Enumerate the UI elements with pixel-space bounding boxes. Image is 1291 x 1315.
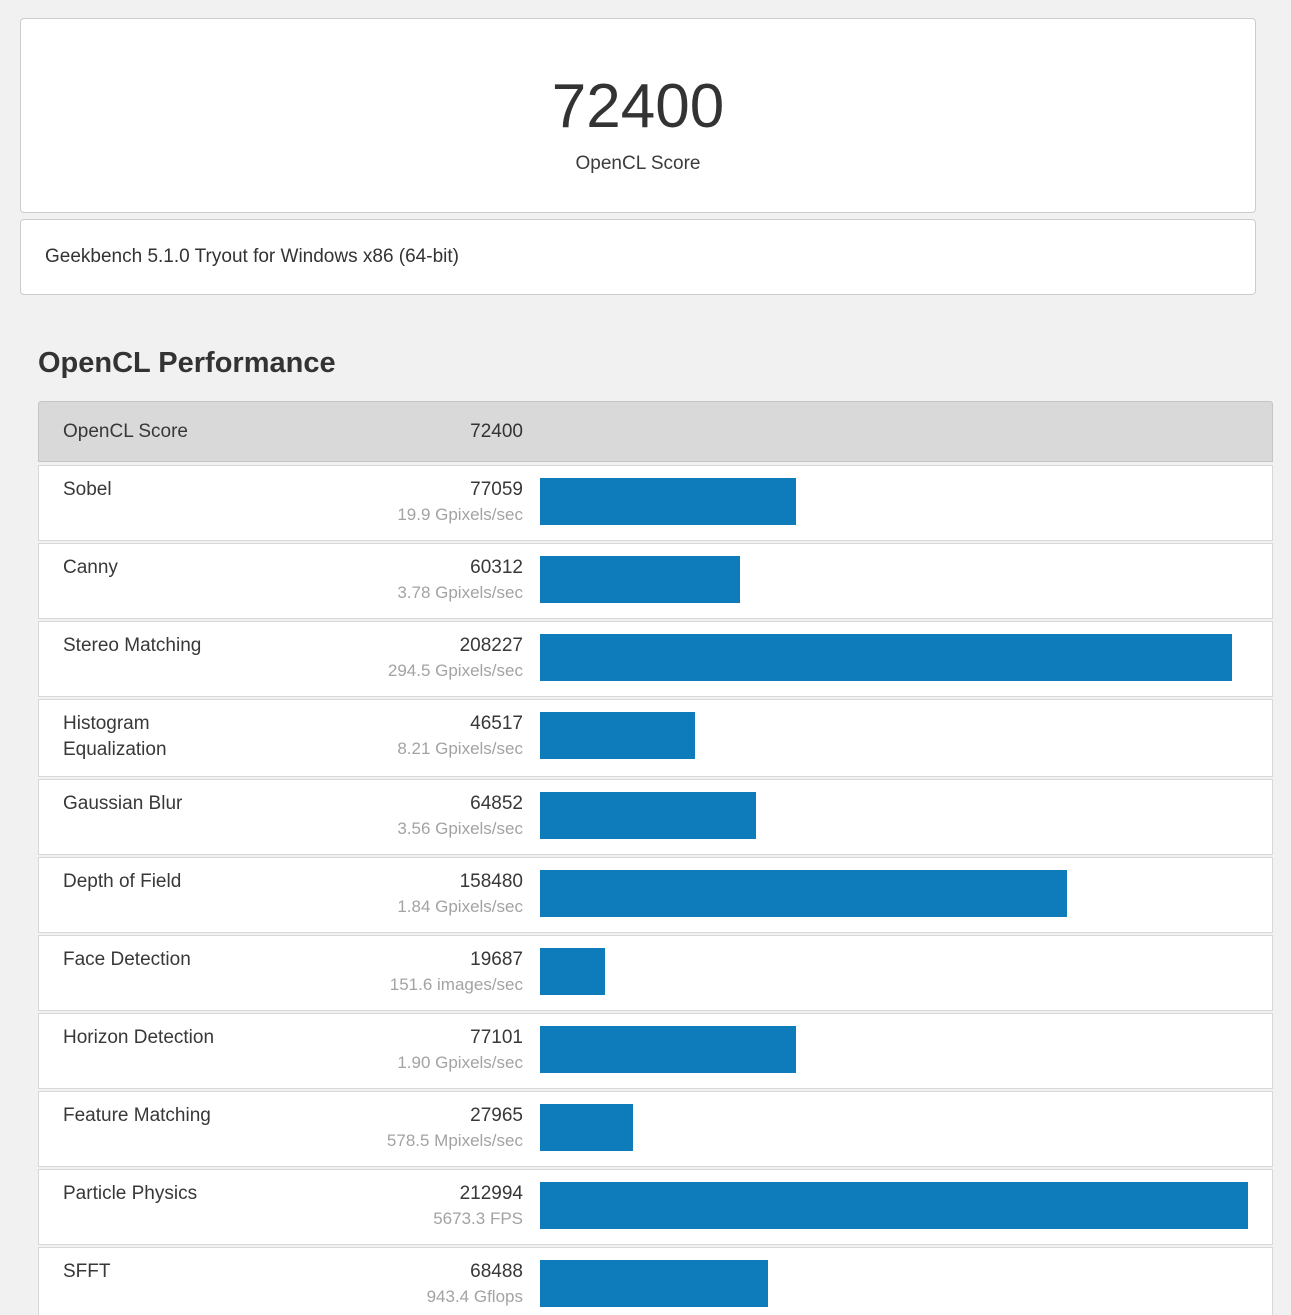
benchmark-score: 68488 — [470, 1261, 523, 1282]
score-bar-track — [540, 947, 1248, 995]
table-row — [38, 779, 1273, 855]
table-header-row — [38, 401, 1273, 462]
table-row — [38, 543, 1273, 619]
score-cell — [233, 633, 523, 683]
benchmark-rate: 294.5 Gpixels/sec — [387, 661, 523, 680]
score-bar — [540, 634, 1232, 681]
benchmark-name: Depth of Field — [63, 871, 182, 892]
score-bar — [540, 870, 1067, 917]
score-cell — [233, 1259, 523, 1309]
table-row — [38, 1013, 1273, 1089]
benchmark-rate: 943.4 Gflops — [426, 1287, 523, 1306]
benchmark-rate: 3.78 Gpixels/sec — [397, 583, 523, 602]
overall-score-label: OpenCL Score — [575, 153, 701, 174]
page — [0, 0, 1291, 295]
score-cell — [233, 555, 523, 605]
score-bar-track — [540, 633, 1248, 681]
score-bar-track — [540, 869, 1248, 917]
benchmark-score: 27965 — [470, 1105, 523, 1126]
table-row — [38, 699, 1273, 777]
table-header-score: 72400 — [470, 420, 523, 442]
score-cell — [233, 711, 523, 761]
score-bar-track — [540, 555, 1248, 603]
score-bar-track — [540, 1181, 1248, 1229]
benchmark-rate: 5673.3 FPS — [433, 1209, 523, 1228]
system-info-text: Geekbench 5.1.0 Tryout for Windows x86 (64-bit) — [45, 246, 459, 267]
benchmark-name: Canny — [63, 557, 118, 578]
system-info-card — [20, 219, 1256, 295]
benchmark-score: 19687 — [470, 949, 523, 970]
table-row — [38, 1169, 1273, 1245]
benchmark-score: 46517 — [470, 713, 523, 734]
overall-score: 72400 — [551, 72, 725, 141]
table-row — [38, 1091, 1273, 1167]
score-bar — [540, 556, 740, 603]
score-bar — [540, 1026, 796, 1073]
score-cell — [233, 869, 523, 919]
score-bar — [540, 478, 796, 525]
score-summary-card — [20, 18, 1256, 213]
benchmark-name: Stereo Matching — [63, 635, 202, 656]
table-row — [38, 1247, 1273, 1315]
score-bar-track — [540, 711, 1248, 759]
benchmark-score: 212994 — [459, 1183, 523, 1204]
score-bar — [540, 1104, 633, 1151]
score-bar-track — [540, 791, 1248, 839]
score-cell — [233, 791, 523, 841]
benchmark-name: Particle Physics — [63, 1183, 198, 1204]
benchmark-rate: 1.84 Gpixels/sec — [397, 897, 523, 916]
results-table — [38, 401, 1273, 1315]
table-row — [38, 935, 1273, 1011]
table-header-label: OpenCL Score — [63, 420, 188, 442]
benchmark-score: 60312 — [470, 557, 523, 578]
performance-section — [38, 346, 1273, 1315]
score-bar — [540, 792, 756, 839]
table-row — [38, 621, 1273, 697]
benchmark-score: 64852 — [470, 793, 523, 814]
section-title: OpenCL Performance — [38, 347, 336, 379]
score-cell — [233, 1181, 523, 1231]
score-cell — [233, 477, 523, 527]
benchmark-name: Feature Matching — [63, 1105, 211, 1126]
benchmark-rate: 1.90 Gpixels/sec — [397, 1053, 523, 1072]
score-cell — [233, 1103, 523, 1153]
benchmark-score: 208227 — [459, 635, 523, 656]
score-bar — [540, 1260, 768, 1307]
benchmark-rate: 578.5 Mpixels/sec — [386, 1131, 523, 1150]
benchmark-score: 158480 — [459, 871, 523, 892]
benchmark-rate: 151.6 images/sec — [389, 975, 523, 994]
score-bar-track — [540, 1259, 1248, 1307]
score-bar — [540, 1182, 1248, 1229]
benchmark-rate: 19.9 Gpixels/sec — [397, 505, 523, 524]
benchmark-name: Face Detection — [63, 949, 191, 970]
table-row — [38, 465, 1273, 541]
score-bar-track — [540, 477, 1248, 525]
benchmark-name: Sobel — [63, 479, 112, 500]
score-bar — [540, 948, 605, 995]
score-bar-track — [540, 1025, 1248, 1073]
score-bar-track — [540, 1103, 1248, 1151]
table-header-bar-spacer — [540, 431, 1248, 432]
score-cell — [233, 947, 523, 997]
benchmark-score: 77101 — [470, 1027, 523, 1048]
benchmark-rate: 8.21 Gpixels/sec — [397, 739, 523, 758]
benchmark-name: Horizon Detection — [63, 1027, 215, 1048]
benchmark-name: Histogram Equalization — [63, 713, 167, 760]
score-cell — [233, 1025, 523, 1075]
benchmark-score: 77059 — [470, 479, 523, 500]
benchmark-rate: 3.56 Gpixels/sec — [397, 819, 523, 838]
table-row — [38, 857, 1273, 933]
benchmark-name: Gaussian Blur — [63, 793, 183, 814]
score-bar — [540, 712, 695, 759]
benchmark-name: SFFT — [63, 1261, 111, 1282]
